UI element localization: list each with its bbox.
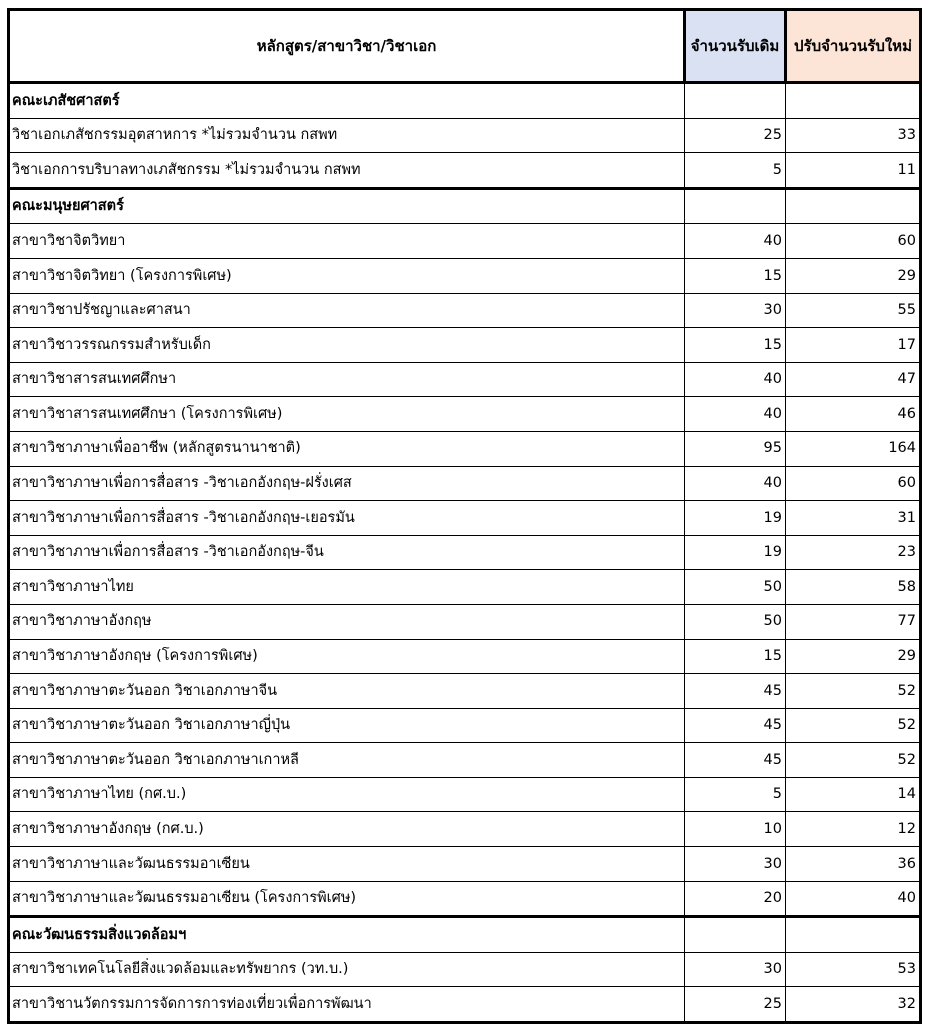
faculty-row [9,188,921,224]
revised-count: 29 [786,639,921,674]
empty-cell [786,188,921,224]
empty-cell [786,83,921,119]
program-name: สาขาวิชาภาษาอังกฤษ (กศ.บ.) [9,812,685,847]
table-row [9,431,921,466]
revised-count: 11 [786,153,921,189]
original-count: 40 [685,224,786,259]
program-name: สาขาวิชาภาษาอังกฤษ (โครงการพิเศษ) [9,639,685,674]
empty-cell [786,917,921,953]
empty-cell [685,188,786,224]
original-count: 40 [685,397,786,432]
original-count: 40 [685,466,786,501]
table-row [9,535,921,570]
table-row [9,674,921,709]
program-name: สาขาวิชาภาษาเพื่อการสื่อสาร -วิชาเอกอังกฤษ-ฝรั่งเศส [9,466,685,501]
revised-count: 31 [786,501,921,536]
revised-count: 33 [786,118,921,153]
revised-count: 23 [786,535,921,570]
table-row [9,224,921,259]
table-row [9,466,921,501]
revised-count: 58 [786,570,921,605]
revised-count: 52 [786,708,921,743]
program-name: วิชาเอกเภสัชกรรมอุตสาหการ *ไม่รวมจำนวน กสพท [9,118,685,153]
table-row [9,362,921,397]
program-name: สาขาวิชาภาษาและวัฒนธรรมอาเซียน [9,847,685,882]
original-count: 50 [685,570,786,605]
empty-cell [685,917,786,953]
program-name: สาขาวิชาภาษาเพื่อการสื่อสาร -วิชาเอกอังกฤษ-เยอรมัน [9,501,685,536]
original-count: 19 [685,535,786,570]
original-count: 15 [685,639,786,674]
program-name: สาขาวิชาวรรณกรรมสำหรับเด็ก [9,328,685,363]
table-row [9,604,921,639]
program-name: สาขาวิชาภาษาเพื่อการสื่อสาร -วิชาเอกอังกฤษ-จีน [9,535,685,570]
revised-count: 55 [786,293,921,328]
program-name: สาขาวิชาภาษาตะวันออก วิชาเอกภาษาญี่ปุ่น [9,708,685,743]
revised-count: 60 [786,224,921,259]
table-row [9,639,921,674]
revised-count: 32 [786,987,921,1023]
revised-count: 12 [786,812,921,847]
faculty-name: คณะเภสัชศาสตร์ [9,83,685,119]
revised-count: 36 [786,847,921,882]
faculty-name: คณะวัฒนธรรมสิ่งแวดล้อมฯ [9,917,685,953]
original-count: 10 [685,812,786,847]
revised-count: 60 [786,466,921,501]
program-name: สาขาวิชาภาษาตะวันออก วิชาเอกภาษาเกาหลี [9,743,685,778]
program-name: สาขาวิชาสารสนเทศศึกษา (โครงการพิเศษ) [9,397,685,432]
original-count: 30 [685,293,786,328]
table-row [9,501,921,536]
table-row [9,328,921,363]
program-name: สาขาวิชาสารสนเทศศึกษา [9,362,685,397]
revised-count: 52 [786,674,921,709]
original-count: 5 [685,777,786,812]
table-row [9,153,921,189]
program-name: สาขาวิชาปรัชญาและศาสนา [9,293,685,328]
table-row [9,777,921,812]
empty-cell [685,83,786,119]
revised-count: 52 [786,743,921,778]
table-row [9,293,921,328]
faculty-row [9,917,921,953]
header-program: หลักสูตร/สาขาวิชา/วิชาเอก [9,10,685,83]
program-name: สาขาวิชาเทคโนโลยีสิ่งแวดล้อมและทรัพยากร (วท.บ.) [9,952,685,987]
program-name: สาขาวิชาภาษาเพื่ออาชีพ (หลักสูตรนานาชาติ) [9,431,685,466]
header-original-count: จำนวนรับเดิม [685,10,786,83]
original-count: 25 [685,118,786,153]
original-count: 50 [685,604,786,639]
revised-count: 164 [786,431,921,466]
table-row [9,881,921,917]
table-row [9,570,921,605]
table-body [9,83,921,1023]
program-name: สาขาวิชานวัตกรรมการจัดการการท่องเที่ยวเพื่อการพัฒนา [9,987,685,1023]
original-count: 15 [685,258,786,293]
table-row [9,118,921,153]
program-name: สาขาวิชาภาษาไทย [9,570,685,605]
faculty-name: คณะมนุษยศาสตร์ [9,188,685,224]
program-name: สาขาวิชาภาษาตะวันออก วิชาเอกภาษาจีน [9,674,685,709]
table-row [9,952,921,987]
program-name: สาขาวิชาจิตวิทยา (โครงการพิเศษ) [9,258,685,293]
table-row [9,258,921,293]
revised-count: 77 [786,604,921,639]
revised-count: 46 [786,397,921,432]
revised-count: 53 [786,952,921,987]
revised-count: 40 [786,881,921,917]
program-name: สาขาวิชาภาษาไทย (กศ.บ.) [9,777,685,812]
program-name: สาขาวิชาภาษาอังกฤษ [9,604,685,639]
revised-count: 14 [786,777,921,812]
table-row [9,708,921,743]
original-count: 95 [685,431,786,466]
original-count: 25 [685,987,786,1023]
header-row [9,10,921,83]
table-row [9,743,921,778]
table-row [9,397,921,432]
original-count: 40 [685,362,786,397]
program-name: วิชาเอกการบริบาลทางเภสัชกรรม *ไม่รวมจำนวน กสพท [9,153,685,189]
original-count: 30 [685,847,786,882]
original-count: 45 [685,743,786,778]
revised-count: 29 [786,258,921,293]
original-count: 45 [685,674,786,709]
program-name: สาขาวิชาจิตวิทยา [9,224,685,259]
original-count: 30 [685,952,786,987]
original-count: 19 [685,501,786,536]
program-name: สาขาวิชาภาษาและวัฒนธรรมอาเซียน (โครงการพิเศษ) [9,881,685,917]
original-count: 20 [685,881,786,917]
original-count: 5 [685,153,786,189]
table-row [9,847,921,882]
table-row [9,987,921,1023]
original-count: 45 [685,708,786,743]
header-revised-count: ปรับจำนวนรับใหม่ [786,10,921,83]
original-count: 15 [685,328,786,363]
enrollment-table [7,8,922,1024]
revised-count: 47 [786,362,921,397]
table-row [9,812,921,847]
revised-count: 17 [786,328,921,363]
faculty-row [9,83,921,119]
